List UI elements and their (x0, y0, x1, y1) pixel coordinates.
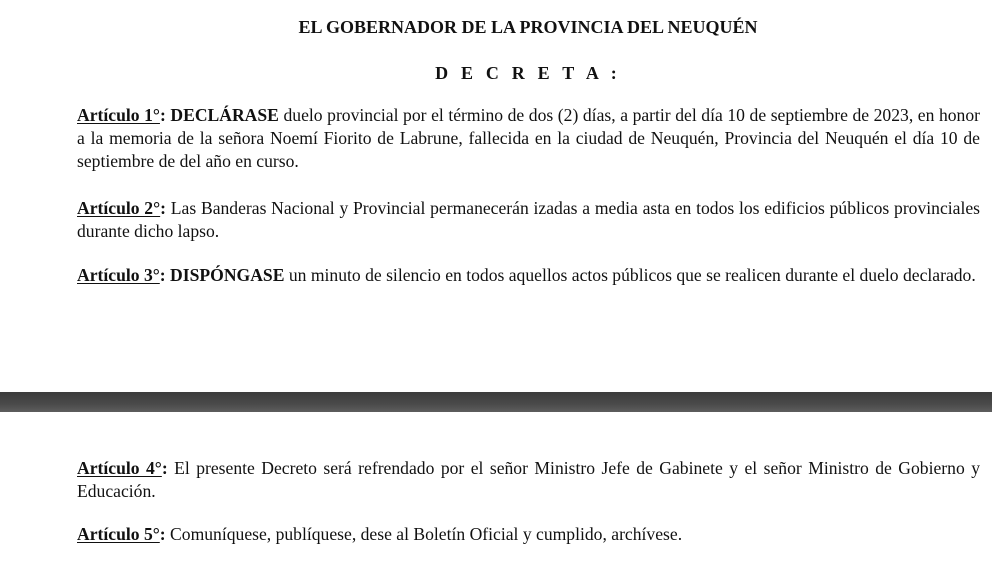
article-5 (77, 523, 980, 546)
article-1-text: duelo provincial por el término de dos (2) días, a partir del día 10 de septiembre de 2023, en honor a la memoria de la señora Noemí Fiorito de Labrune, fallecida en la ciudad de Neuquén, Provincia del Neuquén el día 10 de septiembre de del año en curso. (77, 105, 981, 171)
article-4-text: El presente Decreto será refrendado por el señor Ministro Jefe de Gabinete y el señor Ministro de Gobierno y Educación. (77, 458, 980, 501)
article-4-label: Artículo 4° (77, 458, 162, 478)
article-1-verb: DECLÁRASE (170, 105, 279, 125)
article-5-label: Artículo 5° (77, 524, 160, 544)
page-break-divider (0, 392, 992, 412)
article-3-colon: : (159, 265, 166, 285)
article-2-colon: : (160, 198, 167, 218)
article-4 (77, 457, 980, 503)
article-3-label: Artículo 3° (77, 265, 160, 285)
document-page-bottom (0, 412, 992, 565)
article-1-colon: : (159, 105, 166, 125)
article-3-verb: DISPÓNGASE (170, 265, 285, 285)
article-4-colon: : (161, 458, 168, 478)
article-2-label: Artículo 2° (77, 198, 161, 218)
article-5-text: Comuníquese, publíquese, dese al Boletín Oficial y cumplido, archívese. (165, 524, 683, 544)
decreta-heading: D E C R E T A : (435, 63, 621, 83)
article-1-label: Artículo 1° (77, 105, 160, 125)
article-2-text: Las Banderas Nacional y Provincial permanecerán izadas a media asta en todos los edificios públicos provinciales durante dicho lapso. (77, 198, 981, 241)
article-3-text: un minuto de silencio en todos aquellos actos públicos que se realicen durante el duelo declarado. (284, 265, 976, 285)
decree-title: EL GOBERNADOR DE LA PROVINCIA DEL NEUQUÉN (298, 17, 758, 37)
article-2 (77, 197, 980, 243)
article-1 (77, 104, 980, 173)
article-3 (77, 264, 980, 287)
article-5-colon: : (159, 524, 166, 544)
